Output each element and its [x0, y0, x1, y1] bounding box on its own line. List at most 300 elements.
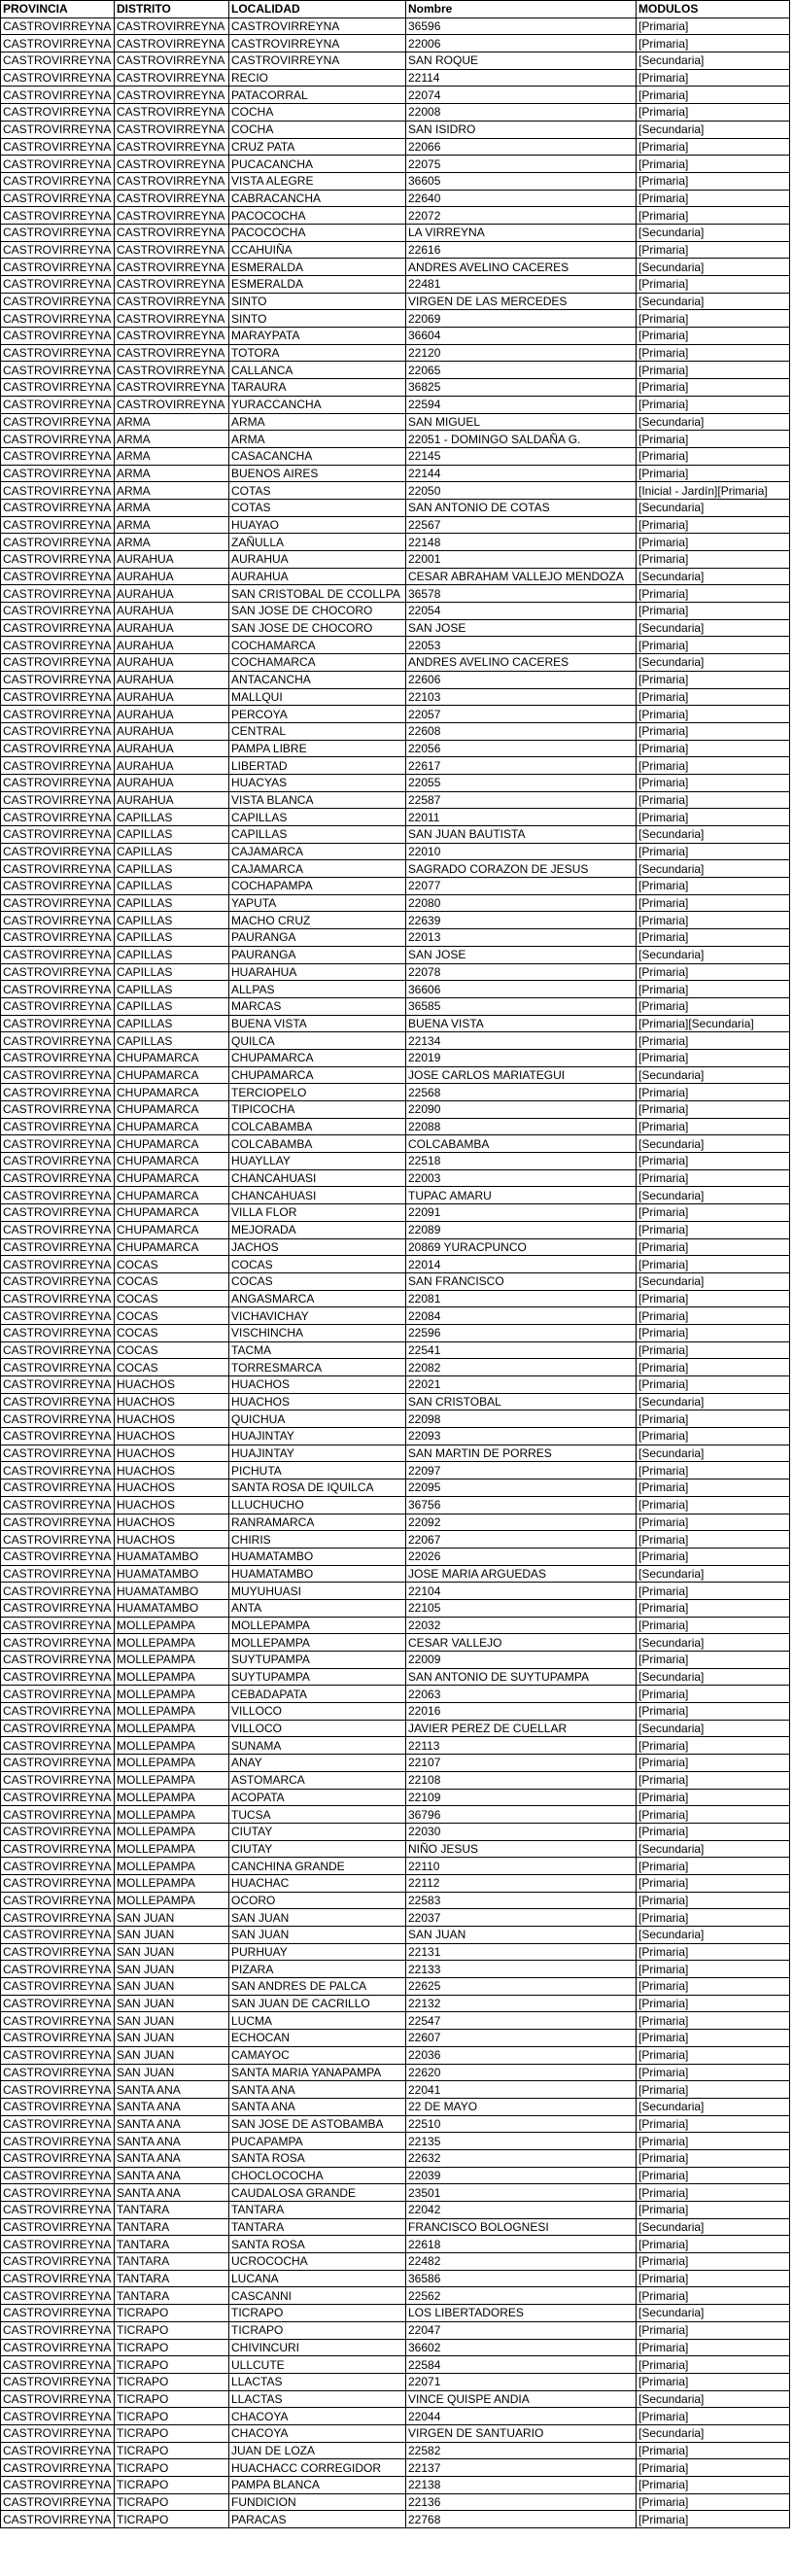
cell-provincia: CASTROVIRREYNA — [1, 843, 115, 860]
cell-distrito: CASTROVIRREYNA — [115, 172, 229, 190]
cell-nombre: 22109 — [406, 1789, 637, 1806]
cell-modulos: [Primaria] — [637, 362, 790, 379]
cell-modulos: [Primaria] — [637, 2253, 790, 2271]
cell-provincia: CASTROVIRREYNA — [1, 1703, 115, 1721]
cell-provincia: CASTROVIRREYNA — [1, 310, 115, 328]
cell-modulos: [Primaria] — [637, 2373, 790, 2390]
table-row — [1, 1686, 790, 1703]
cell-modulos: [Secundaria] — [637, 1272, 790, 1290]
cell-distrito: COCAS — [115, 1290, 229, 1307]
cell-distrito: CASTROVIRREYNA — [115, 69, 229, 87]
cell-nombre: 22625 — [406, 1978, 637, 1996]
cell-nombre: 22133 — [406, 1961, 637, 1978]
cell-provincia: CASTROVIRREYNA — [1, 69, 115, 87]
cell-modulos: [Secundaria] — [637, 259, 790, 276]
cell-distrito: CHUPAMARCA — [115, 1101, 229, 1119]
cell-provincia: CASTROVIRREYNA — [1, 1204, 115, 1222]
cell-nombre: 22112 — [406, 1874, 637, 1892]
cell-modulos: [Primaria] — [637, 2012, 790, 2030]
cell-distrito: CAPILLAS — [115, 912, 229, 929]
cell-distrito: ARMA — [115, 431, 229, 448]
cell-provincia: CASTROVIRREYNA — [1, 1892, 115, 1909]
cell-distrito: SAN JUAN — [115, 1943, 229, 1961]
table-row — [1, 1341, 790, 1359]
cell-nombre: SAN CRISTOBAL — [406, 1393, 637, 1410]
cell-distrito: CASTROVIRREYNA — [115, 293, 229, 310]
cell-provincia: CASTROVIRREYNA — [1, 1531, 115, 1549]
table-body — [1, 17, 790, 2527]
table-row — [1, 362, 790, 379]
cell-modulos: [Secundaria] — [637, 1927, 790, 1944]
cell-distrito: TICRAPO — [115, 2511, 229, 2528]
cell-modulos: [Secundaria] — [637, 2424, 790, 2442]
header-localidad: LOCALIDAD — [229, 1, 406, 18]
cell-nombre: 22026 — [406, 1548, 637, 1565]
cell-localidad: MACHO CRUZ — [229, 912, 406, 929]
cell-modulos: [Primaria] — [637, 156, 790, 173]
table-row — [1, 894, 790, 912]
cell-distrito: CHUPAMARCA — [115, 1204, 229, 1222]
table-row — [1, 1359, 790, 1376]
cell-nombre: 22616 — [406, 241, 637, 259]
table-row — [1, 1874, 790, 1892]
table-row — [1, 981, 790, 998]
cell-modulos: [Secundaria] — [637, 1720, 790, 1737]
cell-distrito: AURAHUA — [115, 706, 229, 723]
cell-provincia: CASTROVIRREYNA — [1, 465, 115, 482]
cell-nombre: 22030 — [406, 1823, 637, 1840]
table-row — [1, 1617, 790, 1634]
cell-distrito: CASTROVIRREYNA — [115, 328, 229, 345]
table-row — [1, 1479, 790, 1497]
cell-modulos: [Primaria] — [637, 1307, 790, 1325]
cell-nombre: ANDRES AVELINO CACERES — [406, 259, 637, 276]
cell-provincia: CASTROVIRREYNA — [1, 740, 115, 757]
cell-provincia: CASTROVIRREYNA — [1, 2287, 115, 2305]
cell-nombre: 22037 — [406, 1909, 637, 1927]
cell-localidad: HUACHOS — [229, 1376, 406, 1394]
cell-provincia: CASTROVIRREYNA — [1, 276, 115, 294]
cell-modulos: [Secundaria] — [637, 1668, 790, 1686]
table-row — [1, 1909, 790, 1927]
cell-nombre: 22135 — [406, 2133, 637, 2150]
cell-modulos: [Secundaria] — [637, 1565, 790, 1583]
cell-modulos: [Primaria] — [637, 1032, 790, 1050]
cell-modulos: [Primaria] — [637, 1858, 790, 1875]
cell-nombre: 22481 — [406, 276, 637, 294]
cell-localidad: RECIO — [229, 69, 406, 87]
cell-localidad: COCHA — [229, 104, 406, 122]
cell-distrito: HUACHOS — [115, 1428, 229, 1445]
cell-localidad: PAURANGA — [229, 929, 406, 947]
cell-provincia: CASTROVIRREYNA — [1, 431, 115, 448]
table-row — [1, 276, 790, 294]
cell-localidad: HUACHOS — [229, 1393, 406, 1410]
cell-modulos: [Secundaria] — [637, 1135, 790, 1153]
cell-distrito: CAPILLAS — [115, 981, 229, 998]
cell-nombre: 22131 — [406, 1943, 637, 1961]
cell-nombre: 22089 — [406, 1221, 637, 1238]
cell-distrito: AURAHUA — [115, 740, 229, 757]
cell-distrito: CAPILLAS — [115, 860, 229, 878]
cell-distrito: ARMA — [115, 534, 229, 551]
cell-nombre: 22584 — [406, 2356, 637, 2374]
cell-localidad: SUNAMA — [229, 1737, 406, 1755]
cell-provincia: CASTROVIRREYNA — [1, 1583, 115, 1600]
cell-distrito: HUACHOS — [115, 1496, 229, 1514]
cell-modulos: [Primaria] — [637, 722, 790, 740]
cell-localidad: TICRAPO — [229, 2321, 406, 2339]
cell-distrito: CASTROVIRREYNA — [115, 241, 229, 259]
cell-localidad: SAN JOSE DE ASTOBAMBA — [229, 2115, 406, 2133]
cell-distrito: HUAMATAMBO — [115, 1599, 229, 1617]
cell-localidad: TANTARA — [229, 2218, 406, 2236]
cell-nombre: 22145 — [406, 447, 637, 465]
cell-nombre: 22562 — [406, 2287, 637, 2305]
cell-distrito: MOLLEPAMPA — [115, 1789, 229, 1806]
cell-localidad: RANRAMARCA — [229, 1514, 406, 1531]
cell-nombre: 22608 — [406, 722, 637, 740]
table-row — [1, 190, 790, 207]
header-provincia: PROVINCIA — [1, 1, 115, 18]
cell-distrito: ARMA — [115, 516, 229, 534]
cell-modulos: [Primaria] — [637, 69, 790, 87]
table-row — [1, 809, 790, 826]
cell-localidad: CASACANCHA — [229, 447, 406, 465]
cell-provincia: CASTROVIRREYNA — [1, 1652, 115, 1669]
cell-provincia: CASTROVIRREYNA — [1, 2511, 115, 2528]
cell-distrito: COCAS — [115, 1272, 229, 1290]
cell-provincia: CASTROVIRREYNA — [1, 963, 115, 981]
cell-distrito: TANTARA — [115, 2287, 229, 2305]
cell-modulos: [Primaria] — [637, 1617, 790, 1634]
cell-modulos: [Primaria] — [637, 1961, 790, 1978]
cell-distrito: ARMA — [115, 482, 229, 500]
cell-modulos: [Primaria] — [637, 1359, 790, 1376]
table-row — [1, 2373, 790, 2390]
cell-nombre: SAN JOSE — [406, 946, 637, 963]
cell-provincia: CASTROVIRREYNA — [1, 1789, 115, 1806]
cell-localidad: VISTA ALEGRE — [229, 172, 406, 190]
cell-provincia: CASTROVIRREYNA — [1, 516, 115, 534]
cell-distrito: CASTROVIRREYNA — [115, 190, 229, 207]
cell-distrito: AURAHUA — [115, 585, 229, 603]
header-nombre: Nombre — [406, 1, 637, 18]
cell-distrito: SANTA ANA — [115, 2184, 229, 2202]
table-row — [1, 2459, 790, 2477]
cell-distrito: HUACHOS — [115, 1479, 229, 1497]
cell-nombre: 22054 — [406, 603, 637, 620]
cell-localidad: CHUPAMARCA — [229, 1066, 406, 1084]
cell-modulos: [Primaria] — [637, 1531, 790, 1549]
cell-nombre: 22098 — [406, 1410, 637, 1428]
cell-distrito: TICRAPO — [115, 2493, 229, 2511]
cell-localidad: HUAMATAMBO — [229, 1565, 406, 1583]
cell-nombre: 22072 — [406, 207, 637, 225]
table-row — [1, 2115, 790, 2133]
table-row — [1, 1015, 790, 1032]
table-row — [1, 1307, 790, 1325]
cell-nombre: 22090 — [406, 1101, 637, 1119]
cell-modulos: [Secundaria] — [637, 619, 790, 637]
table-row — [1, 1324, 790, 1341]
header-modulos: MODULOS — [637, 1, 790, 18]
cell-provincia: CASTROVIRREYNA — [1, 2218, 115, 2236]
cell-provincia: CASTROVIRREYNA — [1, 585, 115, 603]
cell-localidad: ULLCUTE — [229, 2356, 406, 2374]
cell-localidad: MARAYPATA — [229, 328, 406, 345]
cell-provincia: CASTROVIRREYNA — [1, 706, 115, 723]
cell-nombre: 22092 — [406, 1514, 637, 1531]
cell-distrito: HUACHOS — [115, 1462, 229, 1479]
cell-distrito: COCAS — [115, 1307, 229, 1325]
cell-distrito: TICRAPO — [115, 2477, 229, 2494]
table-row — [1, 2098, 790, 2115]
cell-modulos: [Secundaria] — [637, 499, 790, 516]
cell-modulos: [Primaria] — [637, 1686, 790, 1703]
cell-modulos: [Primaria] — [637, 344, 790, 362]
cell-modulos: [Primaria] — [637, 190, 790, 207]
cell-distrito: CASTROVIRREYNA — [115, 396, 229, 413]
cell-modulos: [Primaria] — [637, 603, 790, 620]
cell-distrito: SANTA ANA — [115, 2098, 229, 2115]
table-row — [1, 1720, 790, 1737]
table-row — [1, 722, 790, 740]
cell-distrito: MOLLEPAMPA — [115, 1755, 229, 1772]
cell-localidad: YAPUTA — [229, 894, 406, 912]
table-row — [1, 1153, 790, 1170]
cell-nombre: 22594 — [406, 396, 637, 413]
cell-localidad: PATACORRAL — [229, 87, 406, 104]
cell-nombre: 22110 — [406, 1858, 637, 1875]
cell-nombre: 22093 — [406, 1428, 637, 1445]
table-row — [1, 1789, 790, 1806]
cell-localidad: VICHAVICHAY — [229, 1307, 406, 1325]
cell-nombre: 22097 — [406, 1462, 637, 1479]
cell-modulos: [Primaria] — [637, 1169, 790, 1187]
cell-distrito: AURAHUA — [115, 688, 229, 706]
cell-modulos: [Primaria] — [637, 396, 790, 413]
cell-distrito: CHUPAMARCA — [115, 1084, 229, 1101]
cell-localidad: CHACOYA — [229, 2424, 406, 2442]
cell-localidad: SANTA ANA — [229, 2098, 406, 2115]
cell-distrito: CHUPAMARCA — [115, 1238, 229, 1256]
cell-nombre: 22080 — [406, 894, 637, 912]
cell-provincia: CASTROVIRREYNA — [1, 791, 115, 809]
cell-distrito: CHUPAMARCA — [115, 1118, 229, 1135]
table-row — [1, 2493, 790, 2511]
cell-modulos: [Primaria] — [637, 534, 790, 551]
table-row — [1, 2253, 790, 2271]
cell-modulos: [Primaria] — [637, 551, 790, 569]
table-row — [1, 2081, 790, 2099]
cell-localidad: SANTA MARIA YANAPAMPA — [229, 2064, 406, 2081]
cell-nombre: 22108 — [406, 1771, 637, 1789]
table-row — [1, 1599, 790, 1617]
cell-localidad: OCORO — [229, 1892, 406, 1909]
cell-provincia: CASTROVIRREYNA — [1, 2012, 115, 2030]
table-row — [1, 1393, 790, 1410]
cell-localidad: CIUTAY — [229, 1823, 406, 1840]
table-row — [1, 1806, 790, 1824]
table-row — [1, 1169, 790, 1187]
table-row — [1, 1995, 790, 2012]
cell-localidad: PICHUTA — [229, 1462, 406, 1479]
cell-distrito: HUAMATAMBO — [115, 1583, 229, 1600]
cell-modulos: [Secundaria] — [637, 121, 790, 138]
cell-nombre: 22057 — [406, 706, 637, 723]
cell-modulos: [Secundaria] — [637, 860, 790, 878]
cell-nombre: 22051 - DOMINGO SALDAÑA G. — [406, 431, 637, 448]
table-row — [1, 2356, 790, 2374]
cell-localidad: CANCHINA GRANDE — [229, 1858, 406, 1875]
cell-provincia: CASTROVIRREYNA — [1, 328, 115, 345]
cell-provincia: CASTROVIRREYNA — [1, 2493, 115, 2511]
cell-nombre: 22013 — [406, 929, 637, 947]
cell-modulos: [Primaria] — [637, 2287, 790, 2305]
cell-provincia: CASTROVIRREYNA — [1, 637, 115, 654]
table-row — [1, 2064, 790, 2081]
cell-provincia: CASTROVIRREYNA — [1, 619, 115, 637]
table-row — [1, 2202, 790, 2219]
cell-distrito: AURAHUA — [115, 551, 229, 569]
cell-modulos: [Secundaria] — [637, 1393, 790, 1410]
cell-distrito: CASTROVIRREYNA — [115, 156, 229, 173]
cell-provincia: CASTROVIRREYNA — [1, 1771, 115, 1789]
cell-nombre: 22103 — [406, 688, 637, 706]
cell-provincia: CASTROVIRREYNA — [1, 1169, 115, 1187]
cell-provincia: CASTROVIRREYNA — [1, 396, 115, 413]
cell-provincia: CASTROVIRREYNA — [1, 1118, 115, 1135]
cell-localidad: CASTROVIRREYNA — [229, 17, 406, 35]
cell-distrito: HUACHOS — [115, 1531, 229, 1549]
table-row — [1, 1084, 790, 1101]
table-row — [1, 1755, 790, 1772]
cell-localidad: CHUPAMARCA — [229, 1049, 406, 1066]
table-row — [1, 516, 790, 534]
cell-modulos: [Primaria] — [637, 706, 790, 723]
cell-localidad: LUCMA — [229, 2012, 406, 2030]
cell-localidad: HUACHAC — [229, 1874, 406, 1892]
cell-provincia: CASTROVIRREYNA — [1, 2356, 115, 2374]
cell-nombre: 22148 — [406, 534, 637, 551]
cell-modulos: [Primaria] — [637, 2081, 790, 2099]
table-row — [1, 912, 790, 929]
cell-modulos: [Primaria] — [637, 1221, 790, 1238]
table-row — [1, 2218, 790, 2236]
cell-nombre: 22640 — [406, 190, 637, 207]
cell-localidad: LLACTAS — [229, 2390, 406, 2408]
cell-nombre: 22132 — [406, 1995, 637, 2012]
cell-localidad: ALLPAS — [229, 981, 406, 998]
cell-modulos: [Primaria] — [637, 2270, 790, 2287]
cell-nombre: 22050 — [406, 482, 637, 500]
cell-distrito: CASTROVIRREYNA — [115, 87, 229, 104]
table-row — [1, 1135, 790, 1153]
table-row — [1, 2236, 790, 2253]
cell-provincia: CASTROVIRREYNA — [1, 534, 115, 551]
table-row — [1, 2442, 790, 2459]
cell-distrito: CASTROVIRREYNA — [115, 104, 229, 122]
table-row — [1, 87, 790, 104]
cell-provincia: CASTROVIRREYNA — [1, 1341, 115, 1359]
cell-modulos: [Primaria] — [637, 878, 790, 895]
cell-nombre: 22136 — [406, 2493, 637, 2511]
cell-provincia: CASTROVIRREYNA — [1, 894, 115, 912]
table-row — [1, 843, 790, 860]
cell-localidad: AURAHUA — [229, 551, 406, 569]
cell-nombre: 22063 — [406, 1686, 637, 1703]
cell-distrito: AURAHUA — [115, 791, 229, 809]
cell-distrito: CAPILLAS — [115, 1015, 229, 1032]
cell-localidad: COTAS — [229, 499, 406, 516]
cell-nombre: 22008 — [406, 104, 637, 122]
cell-modulos: [Primaria] — [637, 2184, 790, 2202]
cell-provincia: CASTROVIRREYNA — [1, 671, 115, 688]
cell-provincia: CASTROVIRREYNA — [1, 2339, 115, 2356]
cell-nombre: 36578 — [406, 585, 637, 603]
cell-modulos: [Primaria] — [637, 1995, 790, 2012]
table-row — [1, 2270, 790, 2287]
cell-distrito: COCAS — [115, 1324, 229, 1341]
table-row — [1, 1840, 790, 1858]
table-row — [1, 1858, 790, 1875]
cell-modulos: [Secundaria] — [637, 1066, 790, 1084]
cell-provincia: CASTROVIRREYNA — [1, 826, 115, 844]
cell-localidad: SANTA ROSA DE IQUILCA — [229, 1479, 406, 1497]
cell-distrito: AURAHUA — [115, 774, 229, 791]
cell-nombre: 22138 — [406, 2477, 637, 2494]
cell-modulos: [Primaria] — [637, 2339, 790, 2356]
cell-modulos: [Primaria] — [637, 1324, 790, 1341]
cell-modulos: [Primaria] — [637, 1755, 790, 1772]
table-row — [1, 447, 790, 465]
cell-provincia: CASTROVIRREYNA — [1, 1909, 115, 1927]
table-row — [1, 929, 790, 947]
cell-nombre: 22071 — [406, 2373, 637, 2390]
table-row — [1, 2339, 790, 2356]
cell-localidad: PURHUAY — [229, 1943, 406, 1961]
cell-nombre: ANDRES AVELINO CACERES — [406, 654, 637, 672]
cell-localidad: SANTA ROSA — [229, 2236, 406, 2253]
cell-distrito: CASTROVIRREYNA — [115, 35, 229, 52]
cell-distrito: SANTA ANA — [115, 2115, 229, 2133]
table-row — [1, 1943, 790, 1961]
cell-modulos: [Primaria] — [637, 447, 790, 465]
cell-modulos: [Secundaria] — [637, 52, 790, 70]
cell-distrito: MOLLEPAMPA — [115, 1652, 229, 1669]
cell-provincia: CASTROVIRREYNA — [1, 1978, 115, 1996]
cell-modulos: [Primaria] — [637, 774, 790, 791]
cell-distrito: SAN JUAN — [115, 1995, 229, 2012]
cell-localidad: ECHOCAN — [229, 2030, 406, 2047]
table-row — [1, 1032, 790, 1050]
cell-localidad: HUAYLLAY — [229, 1153, 406, 1170]
cell-modulos: [Primaria] — [637, 2511, 790, 2528]
cell-modulos: [Primaria] — [637, 1049, 790, 1066]
table-row — [1, 1256, 790, 1273]
cell-nombre: 22019 — [406, 1049, 637, 1066]
cell-localidad: CABRACANCHA — [229, 190, 406, 207]
table-row — [1, 740, 790, 757]
cell-distrito: TICRAPO — [115, 2424, 229, 2442]
cell-localidad: PUCACANCHA — [229, 156, 406, 173]
cell-localidad: UCROCOCHA — [229, 2253, 406, 2271]
cell-provincia: CASTROVIRREYNA — [1, 1015, 115, 1032]
cell-localidad: PIZARA — [229, 1961, 406, 1978]
cell-localidad: MUYUHUASI — [229, 1583, 406, 1600]
table-row — [1, 1238, 790, 1256]
